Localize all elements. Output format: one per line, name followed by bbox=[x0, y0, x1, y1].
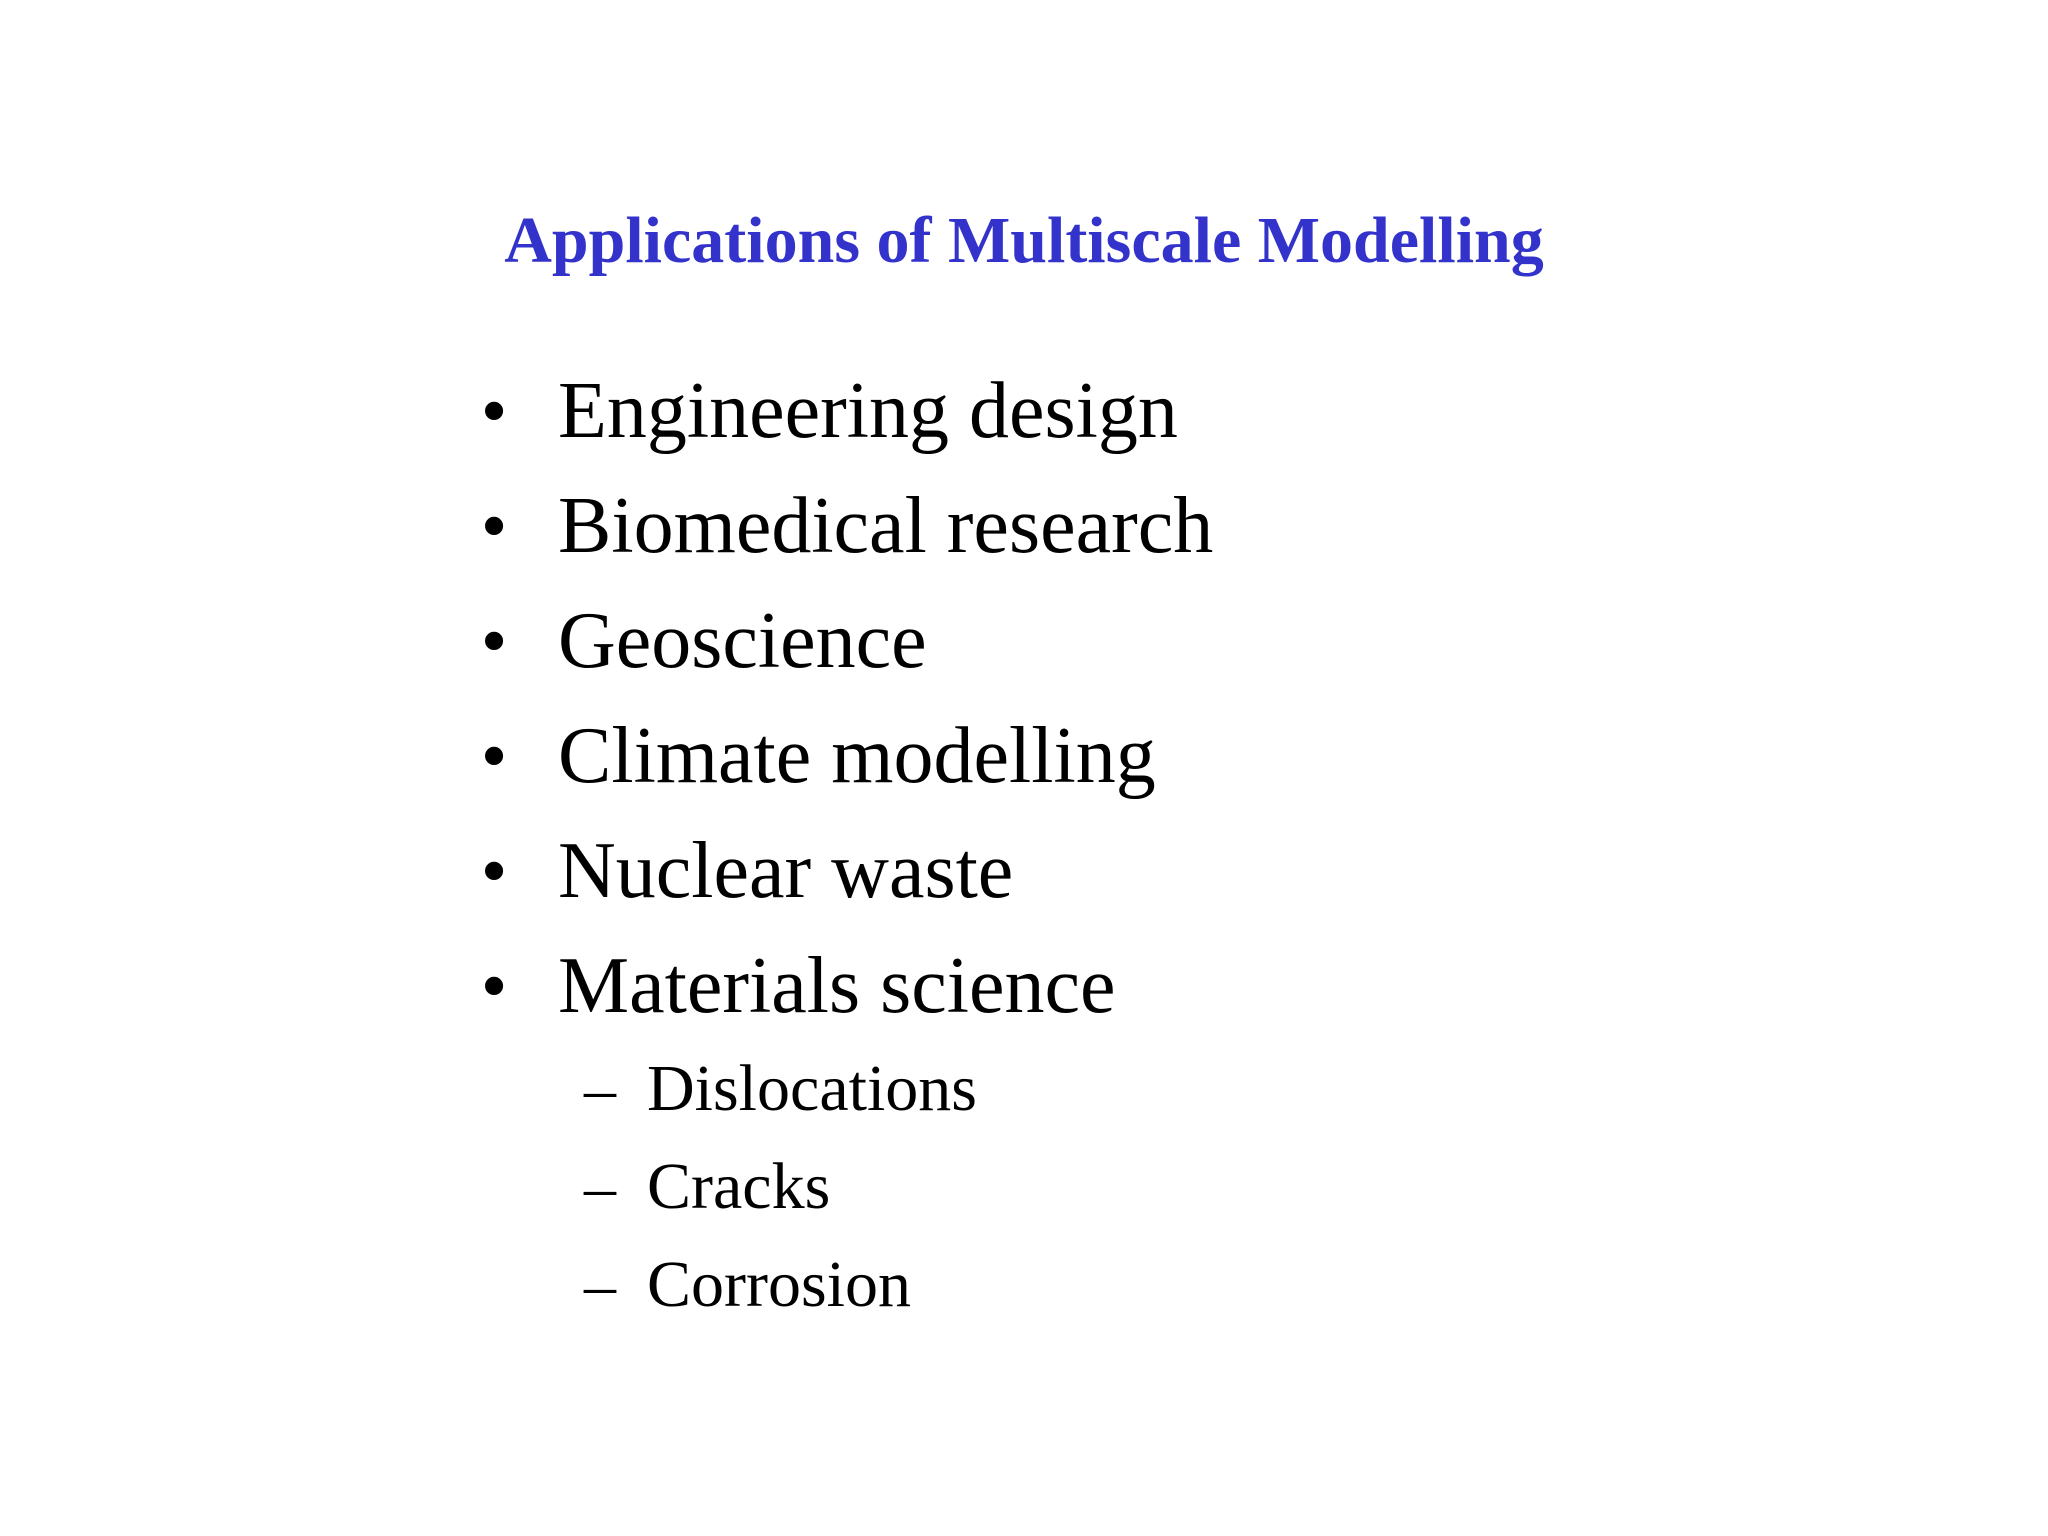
list-item-biomedical-research bbox=[474, 476, 1674, 576]
sub-item-dislocations bbox=[580, 1049, 1580, 1129]
bullet-icon: • bbox=[480, 714, 508, 798]
sub-item-label: Dislocations bbox=[647, 1052, 977, 1125]
bullet-icon: • bbox=[480, 369, 508, 453]
list-item-label: Materials science bbox=[558, 942, 1116, 1030]
list-item-label: Engineering design bbox=[558, 367, 1178, 455]
list-item-materials-science bbox=[474, 936, 1674, 1036]
sub-item-label: Corrosion bbox=[647, 1248, 911, 1321]
list-item-engineering-design bbox=[474, 361, 1674, 461]
list-item-label: Biomedical research bbox=[558, 482, 1214, 570]
slide-title: Applications of Multiscale Modelling bbox=[504, 204, 1544, 277]
list-item-label: Nuclear waste bbox=[558, 827, 1014, 915]
bullet-icon: • bbox=[480, 599, 508, 683]
list-item-climate-modelling bbox=[474, 706, 1674, 806]
list-item-label: Geoscience bbox=[558, 597, 927, 685]
sub-item-cracks bbox=[580, 1147, 1580, 1227]
bullet-icon: • bbox=[480, 829, 508, 913]
dash-icon: – bbox=[584, 1249, 616, 1320]
sub-item-label: Cracks bbox=[647, 1150, 831, 1223]
dash-icon: – bbox=[584, 1151, 616, 1222]
bullet-icon: • bbox=[480, 484, 508, 568]
bullet-icon: • bbox=[480, 944, 508, 1028]
list-item-geoscience bbox=[474, 591, 1674, 691]
sub-item-corrosion bbox=[580, 1245, 1580, 1325]
list-item-label: Climate modelling bbox=[558, 712, 1156, 800]
list-item-nuclear-waste bbox=[474, 821, 1674, 921]
dash-icon: – bbox=[584, 1053, 616, 1124]
